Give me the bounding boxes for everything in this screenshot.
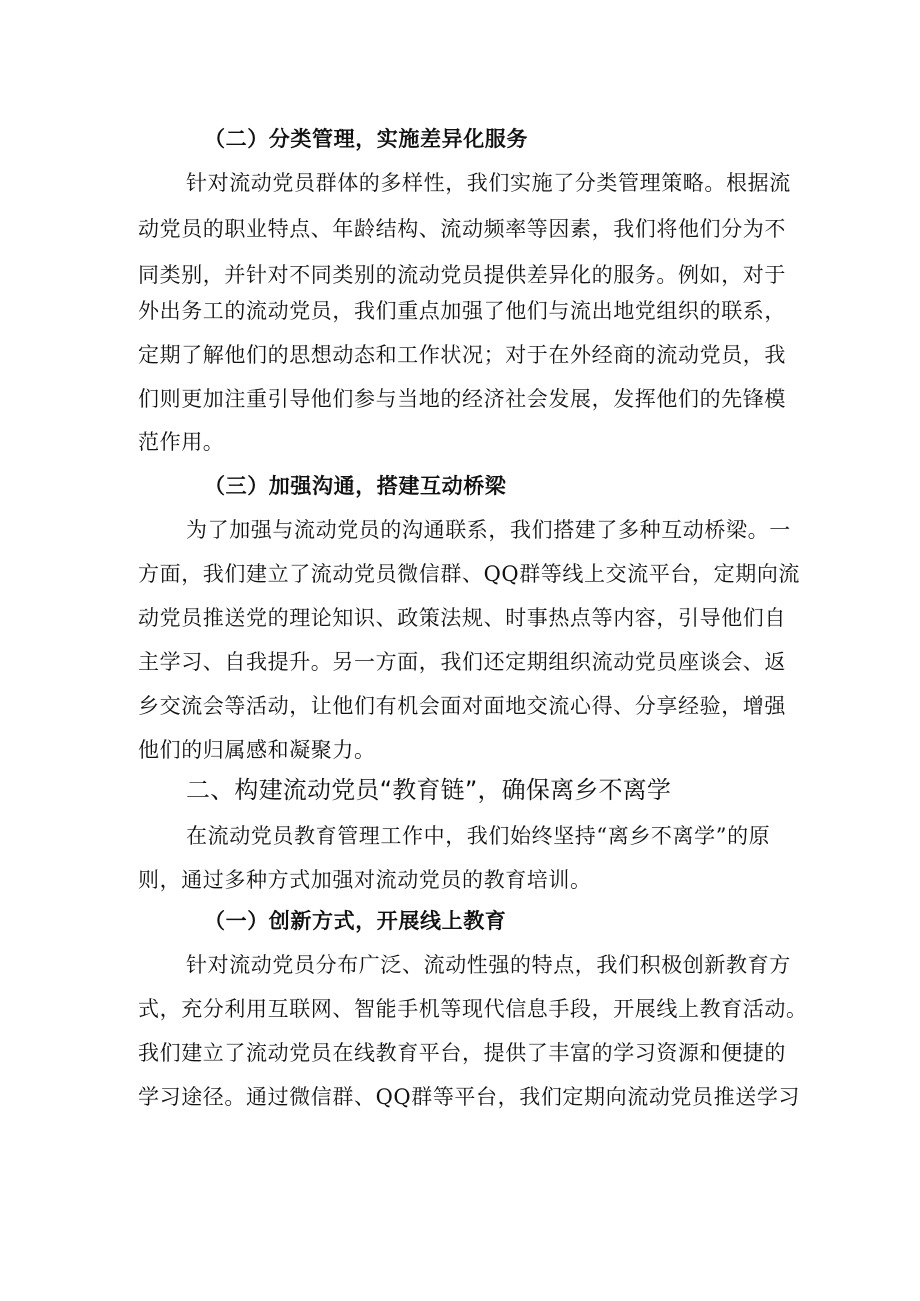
paragraph-line: 针对流动党员群体的多样性，我们实施了分类管理策略。根据流	[186, 171, 791, 195]
paragraph-line: 我们建立了流动党员在线教育平台，提供了丰富的学习资源和便捷的	[138, 1041, 786, 1065]
paragraph-line: 式，充分利用互联网、智能手机等现代信息手段，开展线上教育活动。	[138, 997, 808, 1021]
section-heading: （二）分类管理，实施差异化服务	[204, 127, 528, 151]
paragraph-line: 主学习、自我提升。另一方面，我们还定期组织流动党员座谈会、返	[138, 650, 786, 674]
paragraph-line: 则，通过多种方式加强对流动党员的教育培训。	[138, 868, 592, 892]
paragraph-line: 乡交流会等活动，让他们有机会面对面地交流心得、分享经验，增强	[138, 694, 786, 718]
part-heading: 二、构建流动党员“教育链”，确保离乡不离学	[186, 776, 672, 804]
paragraph-line: 为了加强与流动党员的沟通联系，我们搭建了多种互动桥梁。一	[186, 518, 791, 542]
paragraph-line: 方面，我们建立了流动党员微信群、QQ群等线上交流平台，定期向流	[138, 562, 801, 586]
section-heading: （三）加强沟通，搭建互动桥梁	[204, 474, 507, 498]
paragraph-line: 定期了解他们的思想动态和工作状况；对于在外经商的流动党员，我	[138, 343, 786, 367]
paragraph-line: 针对流动党员分布广泛、流动性强的特点，我们积极创新教育方	[186, 953, 791, 977]
paragraph-line: 范作用。	[138, 430, 225, 454]
paragraph-line: 同类别，并针对不同类别的流动党员提供差异化的服务。例如，对于	[138, 263, 786, 287]
paragraph-line: 他们的归属感和凝聚力。	[138, 738, 376, 762]
paragraph-line: 外出务工的流动党员，我们重点加强了他们与流出地党组织的联系，	[138, 299, 786, 323]
paragraph-line: 学习途径。通过微信群、QQ群等平台，我们定期向流动党员推送学习	[138, 1085, 801, 1109]
section-heading: （一）创新方式，开展线上教育	[204, 909, 507, 933]
paragraph-line: 们则更加注重引导他们参与当地的经济社会发展，发挥他们的先锋模	[138, 387, 786, 411]
paragraph-line: 动党员推送党的理论知识、政策法规、时事热点等内容，引导他们自	[138, 606, 786, 630]
paragraph-line: 在流动党员教育管理工作中，我们始终坚持“离乡不离学”的原	[186, 824, 771, 848]
paragraph-line: 动党员的职业特点、年龄结构、流动频率等因素，我们将他们分为不	[138, 217, 786, 241]
